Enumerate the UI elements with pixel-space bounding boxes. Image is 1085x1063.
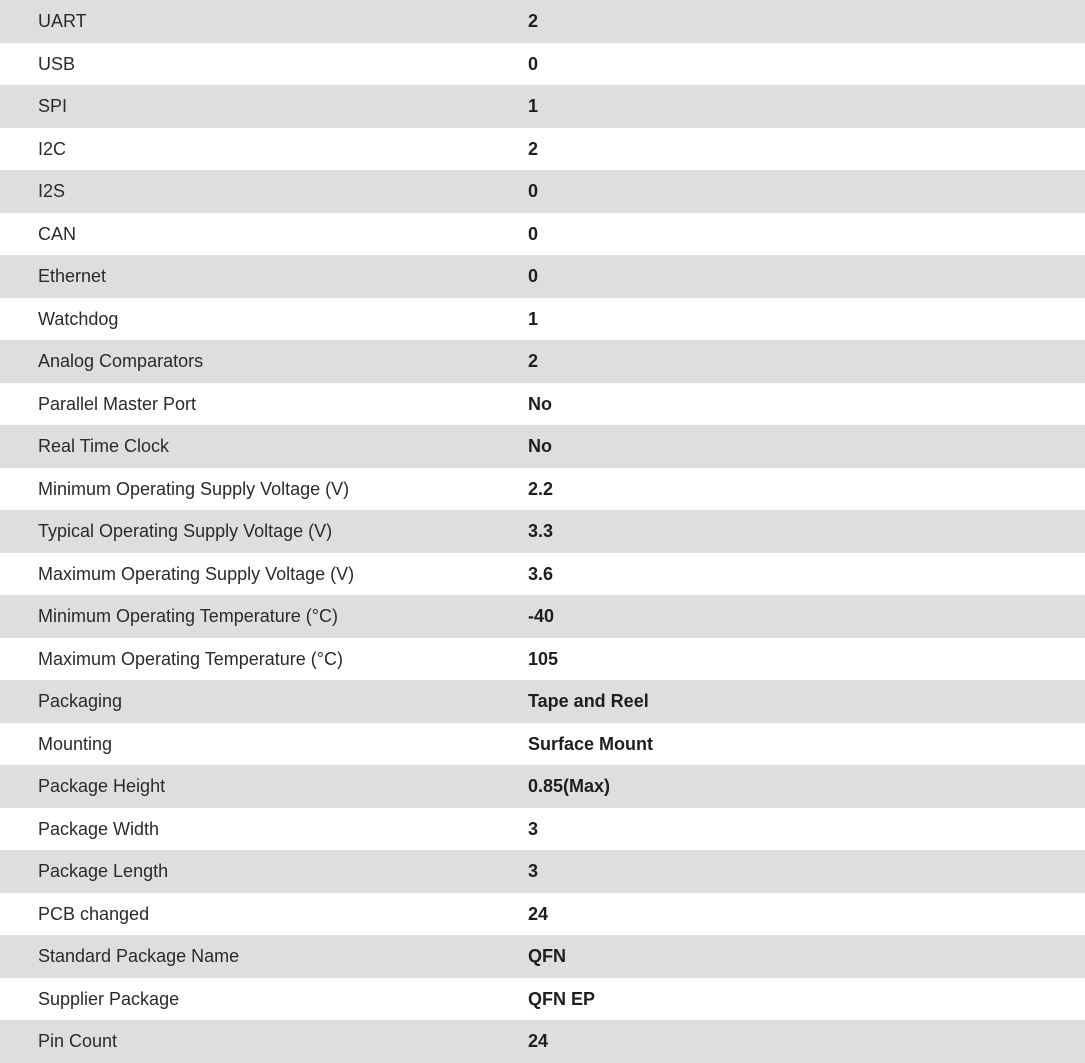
spec-label: Pin Count xyxy=(38,1031,118,1052)
spec-row xyxy=(0,553,1085,596)
spec-row xyxy=(0,383,1085,426)
spec-value: 3.6 xyxy=(528,563,554,584)
spec-row xyxy=(0,0,1085,43)
spec-row xyxy=(0,1020,1085,1063)
spec-label: Packaging xyxy=(38,691,123,712)
spec-value: No xyxy=(528,436,552,457)
spec-label: CAN xyxy=(38,223,77,244)
spec-value: 3 xyxy=(528,861,539,882)
spec-row xyxy=(0,298,1085,341)
spec-label: Package Length xyxy=(38,861,169,882)
spec-row xyxy=(0,510,1085,553)
spec-value: 1 xyxy=(528,308,539,329)
spec-label: USB xyxy=(38,53,76,74)
spec-row xyxy=(0,638,1085,681)
spec-row xyxy=(0,213,1085,256)
spec-label: Supplier Package xyxy=(38,988,180,1009)
spec-label: Package Width xyxy=(38,818,160,839)
spec-label: UART xyxy=(38,11,87,32)
spec-label: SPI xyxy=(38,96,68,117)
spec-value: 0 xyxy=(528,223,539,244)
spec-row xyxy=(0,935,1085,978)
spec-label: Maximum Operating Supply Voltage (V) xyxy=(38,563,355,584)
spec-row xyxy=(0,170,1085,213)
spec-value: 24 xyxy=(528,903,549,924)
spec-label: PCB changed xyxy=(38,903,150,924)
spec-value: 105 xyxy=(528,648,559,669)
spec-value: QFN EP xyxy=(528,988,596,1009)
spec-label: Minimum Operating Supply Voltage (V) xyxy=(38,478,350,499)
spec-row xyxy=(0,765,1085,808)
spec-value: 2 xyxy=(528,11,539,32)
spec-row xyxy=(0,255,1085,298)
spec-value: 0 xyxy=(528,266,539,287)
spec-value: 2 xyxy=(528,351,539,372)
spec-row xyxy=(0,680,1085,723)
spec-row xyxy=(0,978,1085,1021)
spec-row xyxy=(0,425,1085,468)
spec-row xyxy=(0,340,1085,383)
spec-value: 0 xyxy=(528,181,539,202)
spec-value: 24 xyxy=(528,1031,549,1052)
spec-label: Typical Operating Supply Voltage (V) xyxy=(38,521,333,542)
spec-label: I2C xyxy=(38,138,67,159)
spec-value: 1 xyxy=(528,96,539,117)
spec-value: QFN xyxy=(528,946,566,967)
spec-label: Ethernet xyxy=(38,266,107,287)
spec-row xyxy=(0,128,1085,171)
spec-label: Parallel Master Port xyxy=(38,393,197,414)
spec-label: Mounting xyxy=(38,733,113,754)
spec-value: 0 xyxy=(528,53,539,74)
spec-label: I2S xyxy=(38,181,66,202)
spec-value: Surface Mount xyxy=(528,733,654,754)
spec-value: 2.2 xyxy=(528,478,554,499)
spec-row xyxy=(0,85,1085,128)
spec-value: 2 xyxy=(528,138,539,159)
spec-label: Watchdog xyxy=(38,308,119,329)
spec-row xyxy=(0,43,1085,86)
spec-row xyxy=(0,595,1085,638)
spec-value: -40 xyxy=(528,606,555,627)
spec-value: Tape and Reel xyxy=(528,691,649,712)
spec-value: No xyxy=(528,393,552,414)
spec-label: Maximum Operating Temperature (°C) xyxy=(38,648,343,669)
spec-label: Package Height xyxy=(38,776,166,797)
spec-row xyxy=(0,468,1085,511)
spec-row xyxy=(0,850,1085,893)
spec-label: Analog Comparators xyxy=(38,351,204,372)
spec-label: Real Time Clock xyxy=(38,436,170,457)
spec-value: 3.3 xyxy=(528,521,554,542)
spec-value: 0.85(Max) xyxy=(528,776,611,797)
spec-row xyxy=(0,723,1085,766)
spec-value: 3 xyxy=(528,818,539,839)
spec-label: Minimum Operating Temperature (°C) xyxy=(38,606,338,627)
spec-row xyxy=(0,808,1085,851)
spec-label: Standard Package Name xyxy=(38,946,240,967)
spec-row xyxy=(0,893,1085,936)
